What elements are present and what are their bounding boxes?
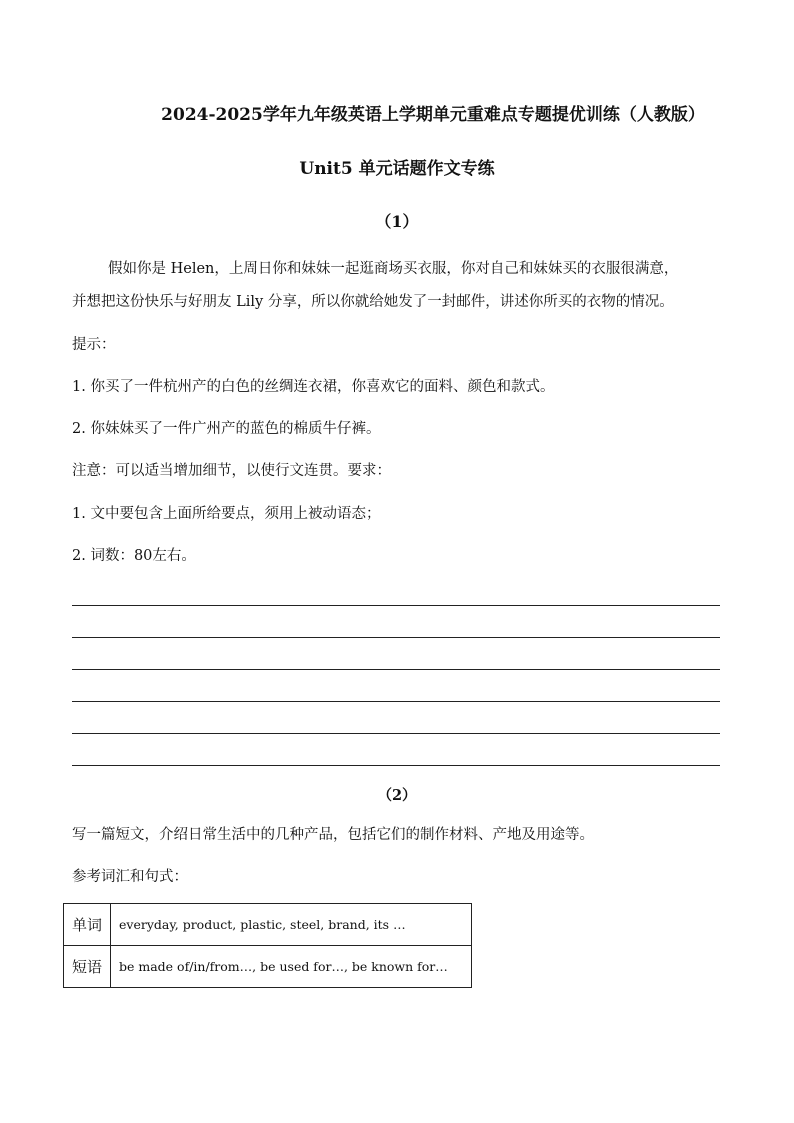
reference-vocabulary-table [63,903,472,988]
table-cell-content: everyday, product, plastic, steel, brand, its … [111,904,472,946]
section-1-prompt-line-1: 假如你是 Helen，上周日你和妹妹一起逛商场买衣服，你对自己和妹妹买的衣服很满意， [108,261,679,277]
table-cell-content: be made of/in/from…, be used for…, be known for… [111,946,472,988]
document-subtitle: Unit5 单元话题作文专练 [299,159,495,179]
hint-label: 提示： [72,337,116,353]
section-1-prompt-line-2: 并想把这份快乐与好朋友 Lily 分享，所以你就给她发了一封邮件，讲述你所买的衣物的情况。 [72,294,674,310]
section-2-number: （2） [377,787,417,804]
section-1-number: （1） [375,212,419,231]
table-cell-label: 单词 [64,904,111,946]
note-requirements: 注意：可以适当增加细节，以使行文连贯。要求： [72,463,391,479]
section-2-prompt: 写一篇短文，介绍日常生活中的几种产品，包括它们的制作材料、产地及用途等。 [72,827,594,843]
answer-line [72,605,720,606]
table-cell-label: 短语 [64,946,111,988]
answer-line [72,765,720,766]
answer-line [72,637,720,638]
requirement-item-2: 2. 词数：80左右。 [72,548,196,564]
answer-line [72,733,720,734]
hint-item-2: 2. 你妹妹买了一件广州产的蓝色的棉质牛仔裤。 [72,421,381,437]
requirement-item-1: 1. 文中要包含上面所给要点，须用上被动语态； [72,506,381,522]
hint-item-1: 1. 你买了一件杭州产的白色的丝绸连衣裙，你喜欢它的面料、颜色和款式。 [72,379,555,395]
table-row [64,946,472,988]
answer-line [72,701,720,702]
table-row [64,904,472,946]
answer-line [72,669,720,670]
document-title: 2024-2025学年九年级英语上学期单元重难点专题提优训练（人教版） [161,105,705,125]
reference-label: 参考词汇和句式： [72,869,188,885]
